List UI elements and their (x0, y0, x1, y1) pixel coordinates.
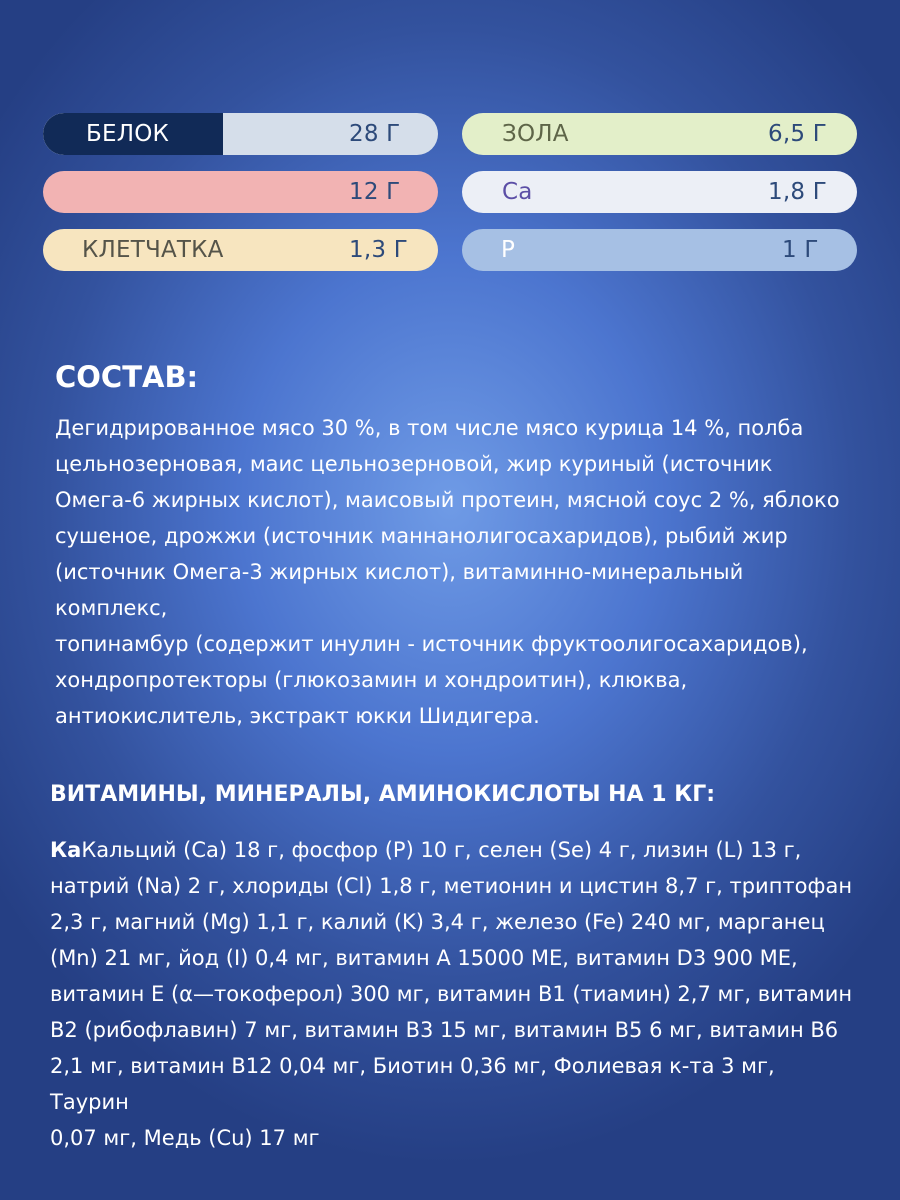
calcium-label: Ca (502, 179, 533, 205)
protein-label: БЕЛОК (43, 113, 223, 155)
phosphorus-pill (462, 229, 857, 271)
fiber-label: КЛЕТЧАТКА (82, 237, 224, 263)
protein-value: 28 Г (349, 121, 401, 147)
fiber-pill (43, 229, 438, 271)
vitamins-text-body: Кальций (Ca) 18 г, фосфор (P) 10 г, селен (Se) 4 г, лизин (L) 13 г, натрий (Na) 2 г, хлориды (Cl) 1,8 г, метионин и цистин 8,7 г, триптофан 2,3 г, магний (Mg) 1,1 г, калий (K) 3,4 г, железо (Fe) 240 мг, марганец (Mn) 21 мг, йод (I) 0,4 мг, витамин А 15000 МЕ, витамин D3 900 МЕ, витамин Е (α—токоферол) 300 мг, витамин В1 (тиамин) 2,7 мг, витамин В2 (рибофлавин) 7 мг, витамин В3 15 мг, витамин В5 6 мг, витамин В6 2,1 мг, витамин В12 0,04 мг, Биотин 0,36 мг, Фолиевая к-та 3 мг, Таурин 0,07 мг, Медь (Cu) 17 мг (50, 838, 853, 1150)
fiber-value: 1,3 Г (349, 237, 408, 263)
calcium-value: 1,8 Г (768, 179, 827, 205)
ash-label: ЗОЛА (502, 121, 569, 147)
vitamins-text (50, 832, 860, 1156)
phosphorus-label: P (501, 237, 516, 263)
ash-value: 6,5 Г (768, 121, 827, 147)
composition-title: СОСТАВ: (55, 360, 199, 394)
fat-value: 12 Г (349, 179, 401, 205)
protein-pill (43, 113, 438, 155)
fat-pill (43, 171, 438, 213)
calcium-pill (462, 171, 857, 213)
vitamins-title: ВИТАМИНЫ, МИНЕРАЛЫ, АМИНОКИСЛОТЫ НА 1 КГ: (50, 782, 716, 807)
phosphorus-value: 1 Г (782, 237, 819, 263)
ash-pill (462, 113, 857, 155)
vitamins-text-prefix: Ка (50, 838, 82, 862)
composition-text: Дегидрированное мясо 30 %, в том числе мясо курица 14 %, полба цельнозерновая, маис цельнозерновой, жир куриный (источник Омега-6 жирных кислот), маисовый протеин, мясной соус 2 %, яблоко сушеное, дрожжи (источник маннанолигосахаридов), рыбий жир (источник Омега-3 жирных кислот), витаминно-минеральный комплекс, топинамбур (содержит инулин - источник фруктоолигосахаридов), хондропротекторы (глюкозамин и хондроитин), клюква, антиокислитель, экстракт юкки Шидигера. (55, 416, 840, 728)
